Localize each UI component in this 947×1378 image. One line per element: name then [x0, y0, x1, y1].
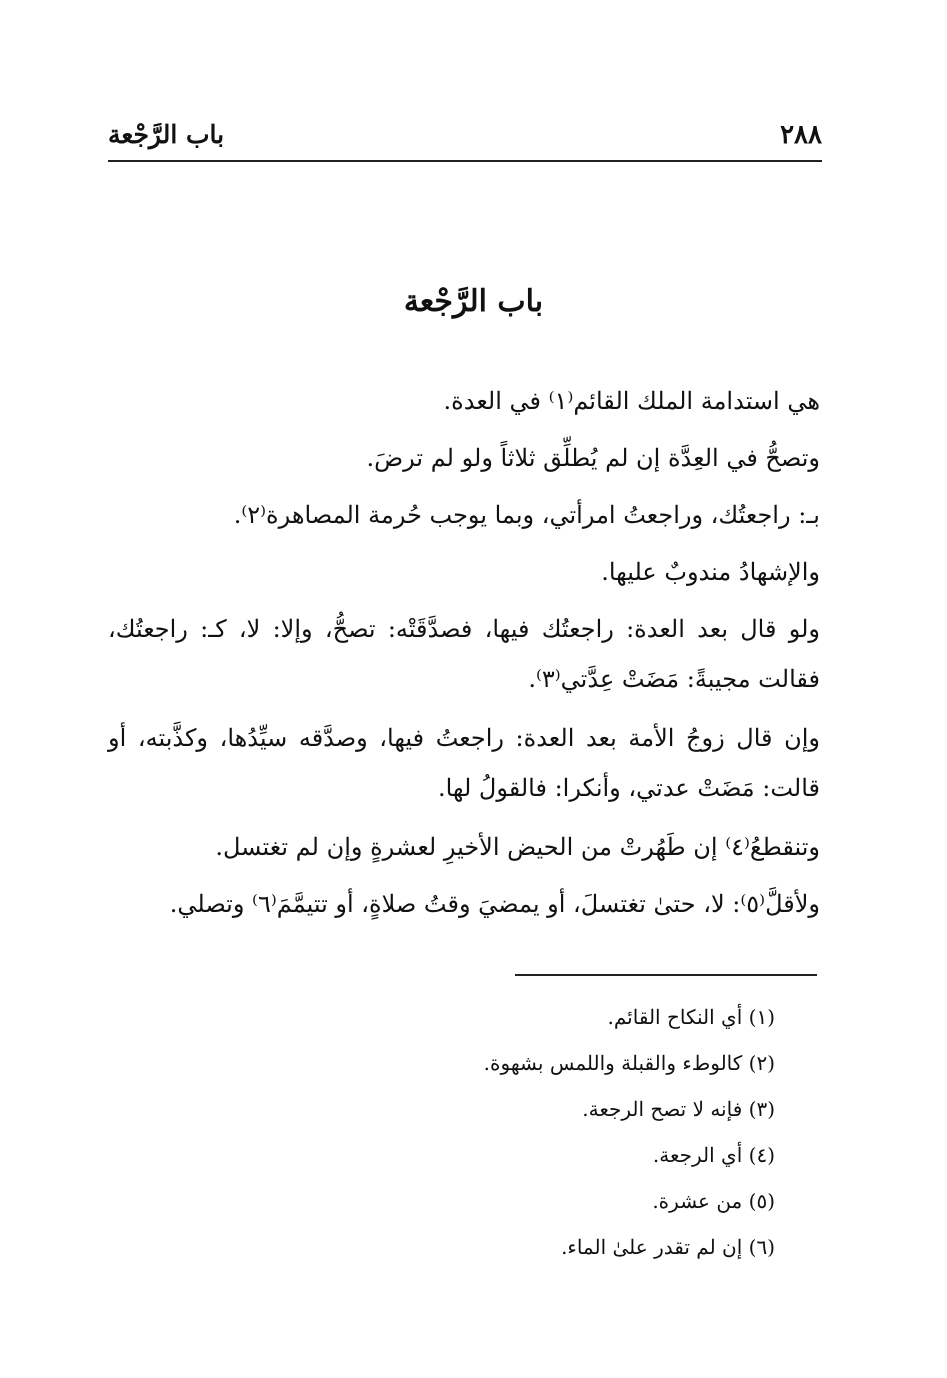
paragraph-witnessing: والإشهادُ مندوبٌ عليها. — [601, 558, 820, 586]
page-header — [108, 118, 822, 162]
chapter-title: باب الرَّجْعة — [403, 284, 544, 319]
footnotes — [200, 994, 775, 1270]
paragraph-slave-wife: وإن قال زوجُ الأمة بعد العدة: راجعتُ فيها، وصدَّقه سيِّدُها، وكذَّبته، أو قالت: مَضَتْ عدتي، وأنكرا: فالقولُ لها. — [108, 724, 820, 802]
running-title: باب الرَّجْعة — [108, 120, 225, 149]
footnote-3: (٣) فإنه لا تصح الرجعة. — [582, 1097, 775, 1121]
paragraph-validity: وتصحُّ في العِدَّة إن لم يُطلِّق ثلاثاً ولو لم ترضَ. — [366, 444, 820, 472]
footnote-2: (٢) كالوطء والقبلة واللمس بشهوة. — [483, 1051, 775, 1075]
footnote-4: (٤) أي الرجعة. — [652, 1143, 775, 1167]
paragraph-termination: وتنقطعُ⁽٤⁾ إن طَهُرتْ من الحيض الأخيرِ لعشرةٍ وإن لم تغتسل. — [215, 833, 820, 861]
paragraph-after-iddah: ولو قال بعد العدة: راجعتُك فيها، فصدَّقَتْه: تصحُّ، وإلا: لا، كـ: راجعتُك، فقالت مجيبةً: مَضَتْ عِدَّتي⁽٣⁾. — [108, 615, 820, 693]
paragraph-definition: هي استدامة الملك القائم⁽١⁾ في العدة. — [443, 387, 820, 415]
footnote-rule — [515, 974, 817, 976]
header-rule — [108, 160, 822, 162]
footnote-5: (٥) من عشرة. — [652, 1189, 775, 1213]
paragraph-less-than-ten: ولأقلَّ⁽٥⁾: لا، حتىٰ تغتسلَ، أو يمضيَ وقتُ صلاةٍ، أو تتيمَّمَ⁽٦⁾ وتصلي. — [169, 890, 820, 918]
paragraph-means: بـ: راجعتُك، وراجعتُ امرأتي، وبما يوجب حُرمة المصاهرة⁽٢⁾. — [233, 501, 820, 529]
body-text — [108, 376, 820, 936]
page-number: ٢٨٨ — [780, 120, 822, 150]
footnote-6: (٦) إن لم تقدر علىٰ الماء. — [561, 1235, 775, 1259]
footnote-1: (١) أي النكاح القائم. — [607, 1005, 775, 1029]
